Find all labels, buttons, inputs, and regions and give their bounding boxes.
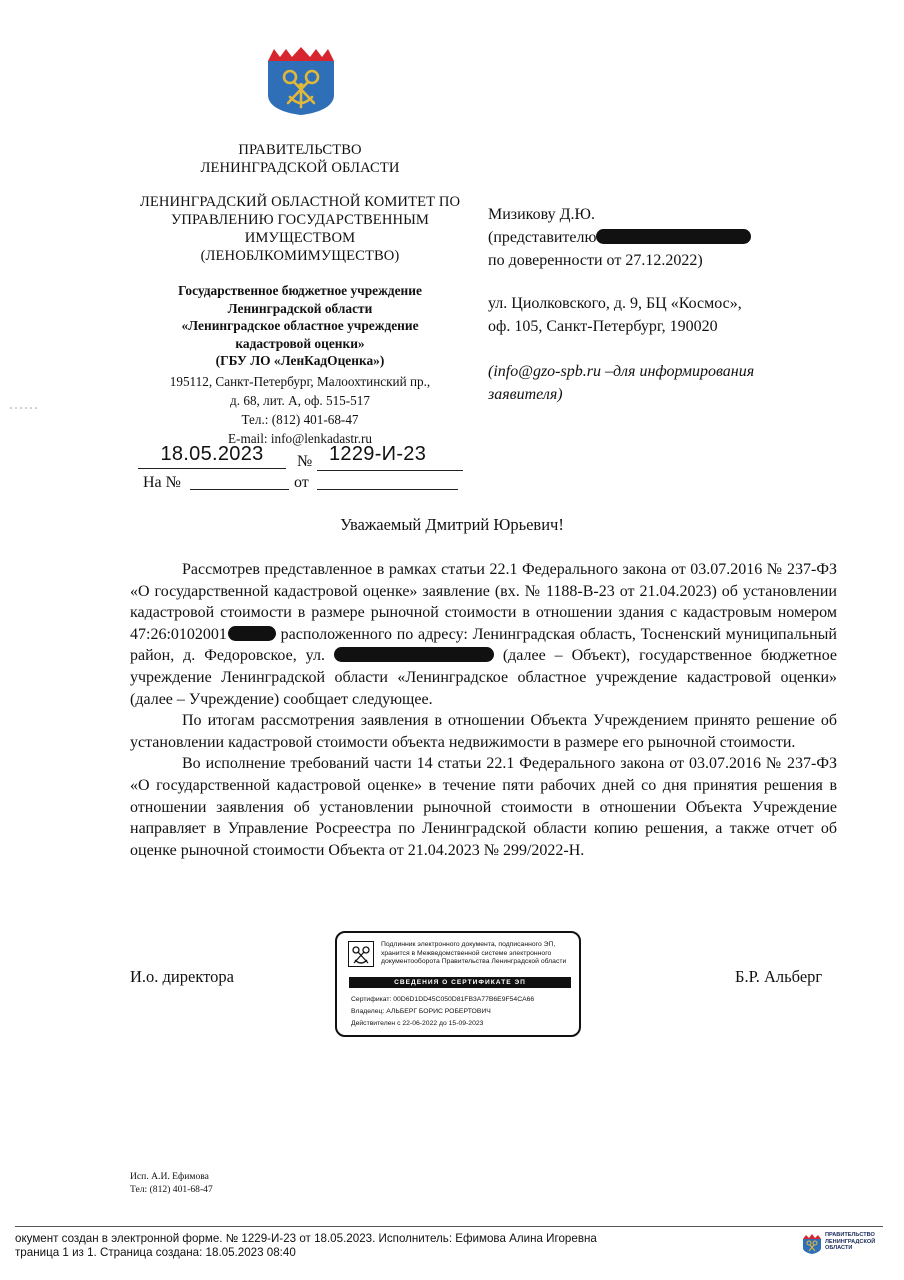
- executor-phone: Тел: (812) 401-68-47: [130, 1184, 213, 1195]
- stamp-certificate: Сертификат: 00D6D1DD45C050D81FB3A77B6E9F54CA66: [351, 996, 535, 1003]
- reference-from-label: от: [294, 474, 309, 491]
- stamp-header-line: документооборота Правительства Ленинградской области: [381, 958, 567, 966]
- institution-name: [125, 282, 475, 370]
- e-signature-stamp: [335, 931, 581, 1037]
- institution-address: [125, 372, 475, 448]
- footer-logo-line: ПРАВИТЕЛЬСТВО: [825, 1232, 875, 1238]
- redaction-mark: [596, 229, 751, 244]
- footer-logo-text: [825, 1232, 875, 1252]
- government-line: ЛЕНИНГРАДСКОЙ ОБЛАСТИ: [200, 160, 400, 176]
- recipient-power-of-attorney: по доверенности от 27.12.2022): [488, 252, 703, 269]
- paragraph-1-part-3: (далее – Объект), государственное бюджетное учреждение Ленинградской области «Ленинградское областное учреждение кадастровой оценки» (далее – Учреждение) сообщает следующее.: [130, 647, 838, 708]
- stamp-header-line: Подлинник электронного документа, подписанного ЭП,: [381, 941, 556, 948]
- paragraph-1-part-2: расположенного по адресу: Ленинградская область, Тосненский муниципальный район, д. Федоровское, ул.: [130, 625, 837, 665]
- footer-line: окумент создан в электронной форме. № 1229-И-23 от 18.05.2023. Исполнитель: Ефимова Алина Игоревна: [15, 1232, 597, 1245]
- recipient-email-line: (info@gzo-spb.ru –для информирования: [488, 363, 755, 380]
- signatory-role: И.о. директора: [130, 967, 234, 986]
- institution-line: (ГБУ ЛО «ЛенКадОценка»): [215, 353, 385, 368]
- committee-heading: [125, 193, 475, 265]
- registration-number-label: №: [297, 453, 313, 470]
- address-line: д. 68, лит. А, оф. 515-517: [230, 393, 370, 408]
- scan-artifact: [8, 405, 42, 411]
- executor-info: [130, 1170, 213, 1196]
- greeting: Уважаемый Дмитрий Юрьевич!: [340, 515, 564, 534]
- paragraph-1-part-1: Рассмотрев представленное в рамках статьи 22.1 Федерального закона от 03.07.2016 № 237-ФЗ «О государственной кадастровой оценке» заявление (вх. № 1188-В-23 от 21.04.2023) об установлении кадастровой стоимости в размере рыночной стоимости в отношении здания с кадастровым номером 47:26:0102001: [130, 561, 837, 643]
- executor-name: Исп. А.И. Ефимова: [130, 1171, 209, 1182]
- reference-number-field: [190, 473, 289, 490]
- recipient-address-line: оф. 105, Санкт-Петербург, 190020: [488, 318, 718, 335]
- reference-label: На №: [143, 474, 181, 491]
- recipient-address: [488, 292, 818, 338]
- address-line: Тел.: (812) 401-68-47: [241, 412, 359, 427]
- stamp-emblem-icon: [348, 941, 374, 967]
- paragraph-3: Во исполнение требований части 14 статьи 22.1 Федерального закона от 03.07.2016 № 237-ФЗ «О государственной кадастровой оценке» в течение пяти рабочих дней со дня принятия решения в отношении заявления об установлении рыночной стоимости в отношении Объекта Учреждение направляет в Управление Росреестра по Ленинградской области копию решения, а также отчет об оценке рыночной стоимости Объекта от 21.04.2023 № 299/2022-Н.: [130, 755, 837, 859]
- address-line: E-mail: info@lenkadastr.ru: [228, 431, 372, 446]
- registration-number: 1229-И-23: [317, 443, 463, 471]
- recipient-name: Мизикову Д.Ю.: [488, 206, 595, 223]
- registration-date: 18.05.2023: [138, 443, 286, 469]
- recipient-email-line: заявителя): [488, 386, 563, 403]
- letter-body: [130, 559, 837, 861]
- stamp-header: [381, 941, 577, 967]
- recipient-email-note: [488, 360, 818, 406]
- paragraph-1: [130, 559, 837, 710]
- committee-line: ИМУЩЕСТВОМ: [244, 230, 356, 246]
- document-footer: [15, 1232, 795, 1259]
- reference-date-field: [317, 473, 458, 490]
- institution-line: Государственное бюджетное учреждение: [178, 283, 422, 298]
- recipient-block: [488, 203, 818, 272]
- stamp-certificate-info: [351, 994, 576, 1030]
- recipient-rep-label: (представителю: [488, 229, 597, 246]
- footer-logo-line: ОБЛАСТИ: [825, 1245, 853, 1252]
- stamp-header-line: хранится в Межведомственной системе электронного: [381, 949, 552, 957]
- footer-emblem-icon: [802, 1234, 822, 1254]
- footer-line: траница 1 из 1. Страница создана: 18.05.2023 08:40: [15, 1245, 296, 1259]
- footer-logo: [802, 1232, 882, 1272]
- paragraph-2: По итогам рассмотрения заявления в отношении Объекта Учреждением принято решение об установлении кадастровой стоимости объекта недвижимости в размере его рыночной стоимости.: [130, 712, 837, 751]
- committee-line: УПРАВЛЕНИЮ ГОСУДАРСТВЕННЫМ: [170, 212, 430, 228]
- footer-divider: [15, 1226, 883, 1227]
- signatory-name: Б.Р. Альберг: [735, 967, 823, 986]
- institution-line: кадастровой оценки»: [235, 335, 365, 351]
- institution-line: Ленинградской области: [227, 300, 373, 316]
- stamp-owner: Владелец: АЛЬБЕРГ БОРИС РОБЕРТОВИЧ: [351, 1008, 491, 1015]
- coat-of-arms-icon: [266, 47, 336, 115]
- redaction-mark: [228, 626, 276, 641]
- footer-logo-line: ЛЕНИНГРАДСКОЙ: [825, 1238, 876, 1245]
- government-heading: [160, 141, 440, 177]
- stamp-validity: Действителен с 22-06-2022 до 15-09-2023: [351, 1020, 484, 1027]
- government-line: ПРАВИТЕЛЬСТВО: [238, 142, 362, 158]
- committee-line: ЛЕНИНГРАДСКИЙ ОБЛАСТНОЙ КОМИТЕТ ПО: [139, 194, 461, 210]
- institution-line: «Ленинградское областное учреждение: [181, 318, 419, 333]
- recipient-address-line: ул. Циолковского, д. 9, БЦ «Космос»,: [488, 295, 742, 312]
- redaction-mark: [334, 647, 494, 662]
- address-line: 195112, Санкт-Петербург, Малоохтинский пр.,: [169, 374, 431, 389]
- recipient-representative: [488, 226, 818, 249]
- committee-line: (ЛЕНОБЛКОМИМУЩЕСТВО): [200, 248, 400, 264]
- stamp-title: СВЕДЕНИЯ О СЕРТИФИКАТЕ ЭП: [349, 977, 571, 988]
